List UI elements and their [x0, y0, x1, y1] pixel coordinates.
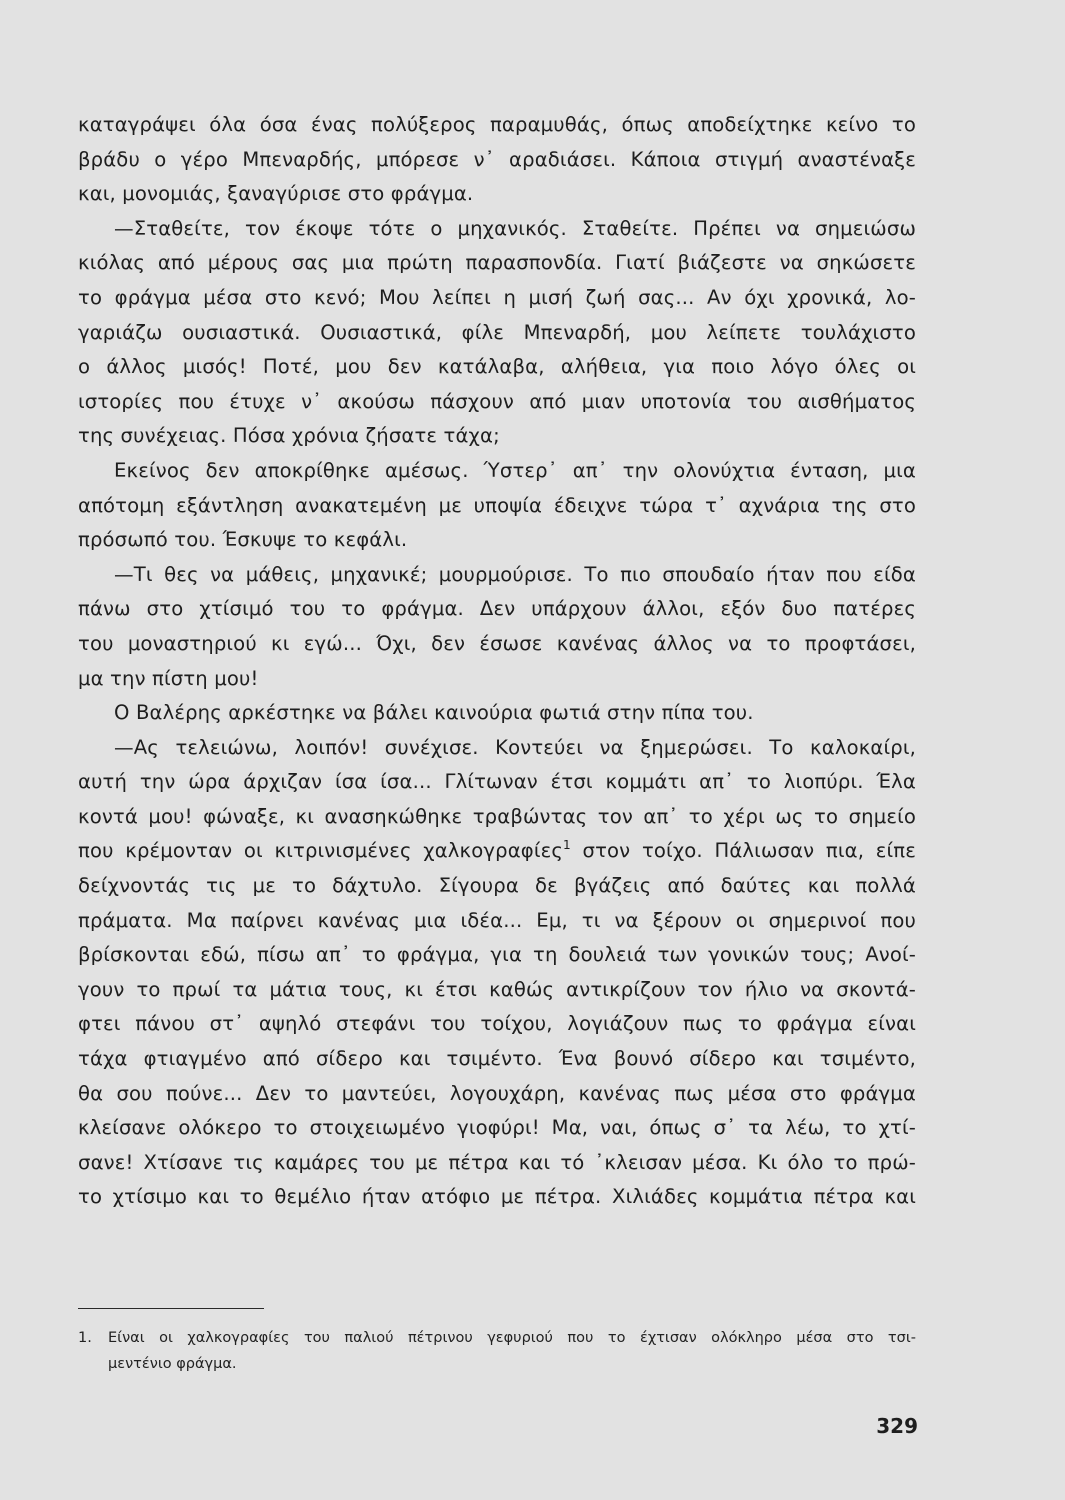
- text-line: σανε! Χτίσανε τις καμάρες του με πέτρα και τό ᾽κλεισαν μέσα. Κι όλο το πρώ-: [78, 1150, 916, 1174]
- text-line: αυτή την ώρα άρχιζαν ίσα ίσα... Γλίτωναν έτσι κομμάτι απ᾽ το λιοπύρι. Έλα: [78, 770, 916, 794]
- text-line: το φράγμα μέσα στο κενό; Μου λείπει η μισή ζωή σας... Αν όχι χρονικά, λο-: [78, 285, 916, 309]
- text-line: μα την πίστη μου!: [78, 666, 259, 690]
- footnote-divider: [78, 1308, 264, 1309]
- footnote-marker: 1.: [78, 1330, 92, 1346]
- text-line: πράματα. Μα παίρνει κανένας μια ιδέα... Εμ, τι να ξέρουν οι σημερινοί που: [78, 908, 916, 932]
- text-line: κιόλας από μέρους σας μια πρώτη παρασπονδία. Γιατί βιάζεστε να σηκώσετε: [78, 251, 916, 275]
- text-segment: που κρέμονταν οι κιτρινισμένες χαλκογραφίες: [78, 839, 564, 863]
- text-line: —Ας τελειώνω, λοιπόν! συνέχισε. Κοντεύει να ξημερώσει. Το καλοκαίρι,: [114, 735, 916, 759]
- text-line: βράδυ ο γέρο Μπεναρδής, μπόρεσε ν᾽ αραδιάσει. Κάποια στιγμή αναστέναξε: [78, 147, 916, 171]
- text-line: γουν το πρωί τα μάτια τους, κι έτσι καθώς αντικρίζουν τον ήλιο να σκοντά-: [78, 977, 916, 1001]
- page-number: 329: [876, 1414, 918, 1438]
- text-line: ο άλλος μισός! Ποτέ, μου δεν κατάλαβα, αλήθεια, για ποιο λόγο όλες οι: [78, 355, 916, 379]
- text-line: γαριάζω ουσιαστικά. Ουσιαστικά, φίλε Μπεναρδή, μου λείπετε τουλάχιστο: [78, 320, 916, 344]
- text-line: βρίσκονται εδώ, πίσω απ᾽ το φράγμα, για τη δουλειά των γονικών τους; Ανοί-: [78, 943, 916, 967]
- text-line: πρόσωπό του. Έσκυψε το κεφάλι.: [78, 528, 408, 552]
- footnote-reference: 1: [563, 838, 571, 853]
- footnote: [78, 1325, 916, 1377]
- text-line: απότομη εξάντληση ανακατεμένη με υποψία έδειχνε τώρα τ᾽ αχνάρια της στο: [78, 493, 916, 517]
- footnote-line: μεντένιο φράγμα.: [108, 1356, 237, 1372]
- text-line-with-footnote: [78, 834, 916, 869]
- text-line: Εκείνος δεν αποκρίθηκε αμέσως. Ύστερ᾽ απ᾽ την ολονύχτια ένταση, μια: [114, 458, 916, 482]
- text-line: καταγράψει όλα όσα ένας πολύξερος παραμυθάς, όπως αποδείχτηκε κείνο το: [78, 113, 916, 136]
- text-line: δείχνοντάς τις με το δάχτυλο. Σίγουρα δε βγάζεις από δαύτες και πολλά: [78, 874, 916, 898]
- text-line: τάχα φτιαγμένο από σίδερο και τσιμέντο. Ένα βουνό σίδερο και τσιμέντο,: [78, 1047, 916, 1071]
- text-line: θα σου πούνε... Δεν το μαντεύει, λογουχάρη, κανένας πως μέσα στο φράγμα: [78, 1081, 916, 1105]
- footnote-text: Είναι οι χαλκογραφίες του παλιού πέτρινου γεφυριού που το έχτισαν ολόκληρο μέσα στο τσι-: [108, 1330, 916, 1346]
- text-line: ιστορίες που έτυχε ν᾽ ακούσω πάσχουν από μιαν υποτονία του αισθήματος: [78, 389, 916, 413]
- text-line: και, μονομιάς, ξαναγύρισε στο φράγμα.: [78, 182, 474, 206]
- text-line: το χτίσιμο και το θεμέλιο ήταν ατόφιο με πέτρα. Χιλιάδες κομμάτια πέτρα και: [78, 1185, 916, 1209]
- footnote-line: [78, 1325, 916, 1351]
- text-line: —Σταθείτε, τον έκοψε τότε ο μηχανικός. Σταθείτε. Πρέπει να σημειώσω: [114, 216, 916, 240]
- text-line: κλείσανε ολόκερο το στοιχειωμένο γιοφύρι! Μα, ναι, όπως σ᾽ τα λέω, το χτί-: [78, 1116, 916, 1140]
- text-line: φτει πάνου στ᾽ αψηλό στεφάνι του τοίχου, λογιάζουν πως το φράγμα είναι: [78, 1012, 916, 1036]
- text-segment: στον τοίχο. Πάλιωσαν πια, είπε: [570, 839, 916, 863]
- text-line: του μοναστηριού κι εγώ... Όχι, δεν έσωσε κανένας άλλος να το προφτάσει,: [78, 631, 916, 655]
- text-line: Ο Βαλέρης αρκέστηκε να βάλει καινούρια φωτιά στην πίπα του.: [114, 701, 754, 725]
- text-line: κοντά μου! φώναξε, κι ανασηκώθηκε τραβώντας τον απ᾽ το χέρι ως το σημείο: [78, 804, 916, 828]
- text-line: —Τι θες να μάθεις, μηχανικέ; μουρμούρισε. Το πιο σπουδαίο ήταν που είδα: [114, 562, 916, 586]
- text-line: πάνω στο χτίσιμό του το φράγμα. Δεν υπάρχουν άλλοι, εξόν δυο πατέρες: [78, 597, 916, 621]
- text-line: της συνέχειας. Πόσα χρόνια ζήσατε τάχα;: [78, 424, 500, 448]
- body-text: [78, 108, 916, 1215]
